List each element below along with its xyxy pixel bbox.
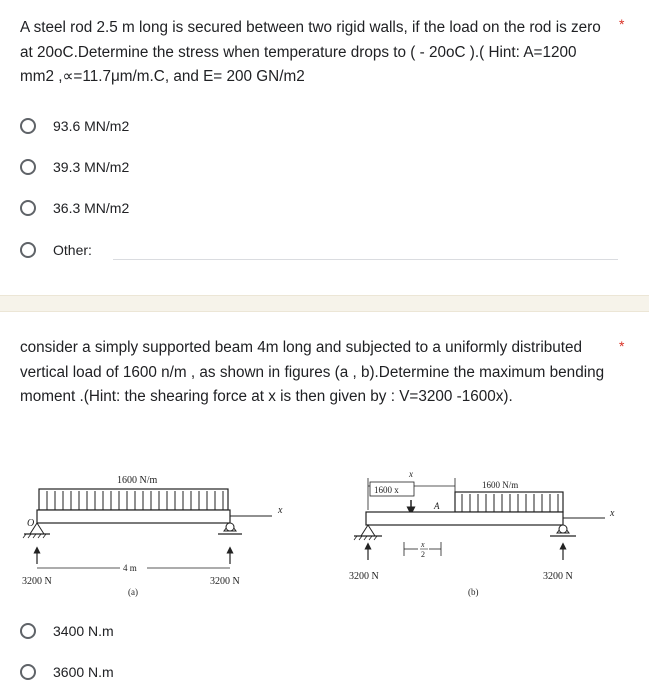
option-other-row[interactable] [20,238,92,262]
reaction-label: 3200 N [22,576,52,587]
section-divider [0,295,649,312]
load-label: 1600 N/m [117,475,158,486]
option-row[interactable] [20,619,114,643]
option-row[interactable] [20,155,129,179]
option-label[interactable]: 39.3 MN/m2 [53,159,130,175]
figure-b [349,469,615,597]
radio-button[interactable] [20,118,36,134]
beam [366,512,563,525]
beam-figure [0,460,649,610]
other-text-input[interactable] [113,259,618,260]
radio-button[interactable] [20,200,36,216]
figure-a [22,475,283,597]
load-label: 1600 N/m [482,480,519,490]
distributed-load [39,489,228,510]
option-label[interactable]: 36.3 MN/m2 [53,200,130,216]
beam [37,510,230,523]
origin-label: O [27,518,35,529]
option-row[interactable] [20,660,114,684]
figure-caption: (a) [128,587,138,597]
span-label: 4 m [123,563,137,573]
x-axis-label: x [610,508,615,519]
option-label[interactable]: 93.6 MN/m2 [53,118,130,134]
required-asterisk: * [619,338,625,354]
question-2-text: consider a simply supported beam 4m long and subjected to a uniformly distributed vertical load of 1600 n/m , as shown in figures (a , b).Determine the maximum bending moment .(Hint: the shearing force at x is then given by : V=3200 -1600x). [20,339,605,405]
question-1-text: A steel rod 2.5 m long is secured between two rigid walls, if the load on the rod is zero at 20oC.Determine the stress when temperature drops to ( - 20oC ).( Hint: A=1200 mm2 ,∝=11.7μm/m.C, and E= 200 GN/m2 [20,19,601,85]
reaction-label: 3200 N [543,571,573,582]
pin-support [361,525,375,536]
required-asterisk: * [619,16,625,32]
option-row[interactable] [20,196,129,220]
distributed-load [455,492,563,512]
point-label: A [434,501,440,511]
reaction-label: 3200 N [349,571,379,582]
reaction-label: 3200 N [210,576,240,587]
option-row[interactable] [20,114,129,138]
option-label[interactable]: 3400 N.m [53,623,114,639]
half-denominator: 2 [421,550,425,559]
radio-button[interactable] [20,664,36,680]
figure-caption: (b) [468,587,479,597]
option-other-label[interactable]: Other: [53,242,92,258]
option-label[interactable]: 3600 N.m [53,664,114,680]
x-top-label: x [409,469,413,479]
half-numerator: x [421,540,425,549]
radio-button[interactable] [20,242,36,258]
radio-button[interactable] [20,159,36,175]
radio-button[interactable] [20,623,36,639]
resultant-label: 1600 x [374,485,399,495]
x-axis-label: x [278,505,283,516]
